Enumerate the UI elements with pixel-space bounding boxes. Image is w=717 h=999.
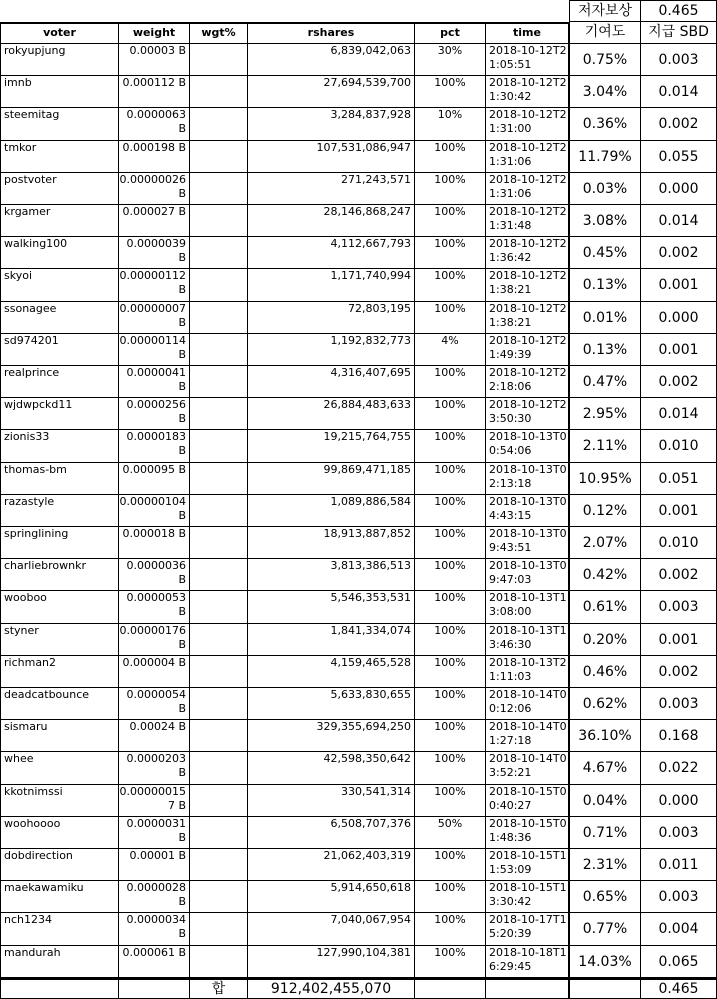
table-row-wgt-pct [190, 495, 248, 527]
table-row-sbd: 0.002 [641, 366, 717, 398]
table-row-time: 2018-10-15T00:40:27 [486, 785, 569, 817]
table-row-voter: charliebrownkr [0, 559, 119, 591]
table-row-weight: 0.0000183 B [119, 430, 190, 463]
table-row-sbd: 0.001 [641, 334, 717, 366]
table-row-voter: woohoooo [0, 817, 119, 849]
table-row-pct: 100% [415, 302, 486, 334]
table-row-voter: nch1234 [0, 913, 119, 946]
table-row-voter: ssonagee [0, 302, 119, 334]
table-row-rshares: 21,062,403,319 [248, 849, 415, 881]
header-voter: voter [0, 22, 119, 44]
table-row-wgt-pct [190, 44, 248, 76]
table-row-wgt-pct [190, 881, 248, 913]
table-row-voter: mandurah [0, 946, 119, 978]
table-row-sbd: 0.003 [641, 688, 717, 720]
table-row-pct: 50% [415, 817, 486, 849]
table-row-pct: 100% [415, 849, 486, 881]
table-row-rshares: 26,884,483,633 [248, 398, 415, 430]
header-time: time [486, 22, 569, 44]
table-row-wgt-pct [190, 108, 248, 141]
author-reward-label: 저자보상 [569, 0, 641, 22]
table-row-contribution: 10.95% [569, 463, 641, 495]
table-row-wgt-pct [190, 913, 248, 946]
table-row-weight: 0.00000104 B [119, 495, 190, 527]
table-row-contribution: 0.45% [569, 237, 641, 269]
table-row-voter: kkotnimssi [0, 785, 119, 817]
table-row-rshares: 27,694,539,700 [248, 76, 415, 108]
table-row-sbd: 0.004 [641, 913, 717, 946]
table-row-weight: 0.000198 B [119, 141, 190, 173]
table-row-wgt-pct [190, 269, 248, 302]
table-row-voter: postvoter [0, 173, 119, 205]
table-row-time: 2018-10-12T21:05:51 [486, 44, 569, 76]
table-row-wgt-pct [190, 463, 248, 495]
table-row-pct: 100% [415, 527, 486, 559]
table-row-weight: 0.00024 B [119, 720, 190, 752]
table-row-voter: imnb [0, 76, 119, 108]
table-row-pct: 10% [415, 108, 486, 141]
table-row-time: 2018-10-15T13:30:42 [486, 881, 569, 913]
table-row-contribution: 0.13% [569, 334, 641, 366]
table-row-weight: 0.000061 B [119, 946, 190, 978]
table-row-weight: 0.00000176 B [119, 624, 190, 656]
table-row-contribution: 0.46% [569, 656, 641, 688]
table-row-voter: dobdirection [0, 849, 119, 881]
table-row-rshares: 329,355,694,250 [248, 720, 415, 752]
table-row-time: 2018-10-13T02:13:18 [486, 463, 569, 495]
table-row-time: 2018-10-13T21:11:03 [486, 656, 569, 688]
footer-rshares-total: 912,402,455,070 [248, 978, 415, 999]
table-row-contribution: 2.07% [569, 527, 641, 559]
table-row-voter: realprince [0, 366, 119, 398]
table-row-sbd: 0.051 [641, 463, 717, 495]
table-row-contribution: 2.11% [569, 430, 641, 463]
table-row-contribution: 3.08% [569, 205, 641, 237]
table-row-sbd: 0.055 [641, 141, 717, 173]
table-row-wgt-pct [190, 141, 248, 173]
table-row-weight: 0.0000028 B [119, 881, 190, 913]
table-row-weight: 0.0000054 B [119, 688, 190, 720]
table-row-pct: 100% [415, 205, 486, 237]
table-row-time: 2018-10-12T23:50:30 [486, 398, 569, 430]
table-row-sbd: 0.000 [641, 785, 717, 817]
table-row-contribution: 4.67% [569, 752, 641, 785]
table-row-rshares: 7,040,067,954 [248, 913, 415, 946]
footer-weight [119, 978, 190, 999]
table-row-voter: steemitag [0, 108, 119, 141]
table-row-time: 2018-10-12T21:36:42 [486, 237, 569, 269]
table-row-voter: razastyle [0, 495, 119, 527]
table-row-contribution: 0.13% [569, 269, 641, 302]
table-row-contribution: 11.79% [569, 141, 641, 173]
table-row-weight: 0.00000007 B [119, 302, 190, 334]
table-row-wgt-pct [190, 624, 248, 656]
table-row-time: 2018-10-15T11:53:09 [486, 849, 569, 881]
table-row-pct: 100% [415, 173, 486, 205]
table-row-sbd: 0.002 [641, 559, 717, 591]
table-row-contribution: 0.47% [569, 366, 641, 398]
header-pay-sbd: 지급 SBD [641, 22, 717, 44]
table-row-pct: 100% [415, 656, 486, 688]
table-row-pct: 100% [415, 76, 486, 108]
table-row-weight: 0.000095 B [119, 463, 190, 495]
table-row-rshares: 5,914,650,618 [248, 881, 415, 913]
table-row-weight: 0.0000034 B [119, 913, 190, 946]
table-row-pct: 100% [415, 946, 486, 978]
table-row-weight: 0.0000256 B [119, 398, 190, 430]
table-row-time: 2018-10-12T21:31:06 [486, 141, 569, 173]
table-row-voter: walking100 [0, 237, 119, 269]
table-row-time: 2018-10-18T16:29:45 [486, 946, 569, 978]
footer-pct [415, 978, 486, 999]
table-row-wgt-pct [190, 688, 248, 720]
table-row-time: 2018-10-12T21:31:06 [486, 173, 569, 205]
table-row-sbd: 0.000 [641, 302, 717, 334]
table-row-time: 2018-10-12T21:38:21 [486, 302, 569, 334]
table-row-sbd: 0.001 [641, 269, 717, 302]
table-row-rshares: 1,171,740,994 [248, 269, 415, 302]
table-row-rshares: 72,803,195 [248, 302, 415, 334]
table-row-time: 2018-10-12T22:18:06 [486, 366, 569, 398]
header-contribution: 기여도 [569, 22, 641, 44]
table-row-wgt-pct [190, 173, 248, 205]
table-row-pct: 100% [415, 591, 486, 624]
table-row-contribution: 0.65% [569, 881, 641, 913]
table-row-wgt-pct [190, 205, 248, 237]
table-row-wgt-pct [190, 237, 248, 269]
table-row-pct: 100% [415, 398, 486, 430]
table-row-weight: 0.0000053 B [119, 591, 190, 624]
table-row-wgt-pct [190, 785, 248, 817]
table-row-rshares: 6,508,707,376 [248, 817, 415, 849]
table-row-sbd: 0.001 [641, 624, 717, 656]
table-row-pct: 100% [415, 624, 486, 656]
table-row-weight: 0.00000026 B [119, 173, 190, 205]
table-row-sbd: 0.014 [641, 76, 717, 108]
table-row-pct: 100% [415, 913, 486, 946]
table-row-sbd: 0.002 [641, 237, 717, 269]
table-row-time: 2018-10-14T00:12:06 [486, 688, 569, 720]
table-row-time: 2018-10-12T21:31:00 [486, 108, 569, 141]
table-row-sbd: 0.003 [641, 881, 717, 913]
table-row-pct: 100% [415, 141, 486, 173]
table-row-contribution: 14.03% [569, 946, 641, 978]
table-row-rshares: 330,541,314 [248, 785, 415, 817]
table-row-contribution: 0.77% [569, 913, 641, 946]
table-row-rshares: 127,990,104,381 [248, 946, 415, 978]
table-row-sbd: 0.014 [641, 398, 717, 430]
table-row-pct: 100% [415, 559, 486, 591]
table-row-sbd: 0.065 [641, 946, 717, 978]
table-row-voter: richman2 [0, 656, 119, 688]
table-row-wgt-pct [190, 849, 248, 881]
table-row-time: 2018-10-13T09:43:51 [486, 527, 569, 559]
table-row-voter: whee [0, 752, 119, 785]
header-rshares: rshares [248, 22, 415, 44]
table-row-rshares: 18,913,887,852 [248, 527, 415, 559]
table-row-wgt-pct [190, 817, 248, 849]
table-row-wgt-pct [190, 946, 248, 978]
table-row-weight: 0.0000036 B [119, 559, 190, 591]
table-row-weight: 0.00000112 B [119, 269, 190, 302]
table-row-wgt-pct [190, 527, 248, 559]
table-row-voter: tmkor [0, 141, 119, 173]
table-row-contribution: 0.62% [569, 688, 641, 720]
table-row-wgt-pct [190, 302, 248, 334]
table-row-voter: krgamer [0, 205, 119, 237]
table-row-weight: 0.000000157 B [119, 785, 190, 817]
table-row-time: 2018-10-13T13:08:00 [486, 591, 569, 624]
table-row-voter: rokyupjung [0, 44, 119, 76]
table-row-voter: zionis33 [0, 430, 119, 463]
table-row-pct: 100% [415, 366, 486, 398]
table-row-wgt-pct [190, 398, 248, 430]
table-row-sbd: 0.011 [641, 849, 717, 881]
table-row-sbd: 0.010 [641, 527, 717, 559]
table-row-time: 2018-10-13T13:46:30 [486, 624, 569, 656]
table-row-weight: 0.0000041 B [119, 366, 190, 398]
table-row-rshares: 5,633,830,655 [248, 688, 415, 720]
table-row-rshares: 42,598,350,642 [248, 752, 415, 785]
table-row-voter: sismaru [0, 720, 119, 752]
table-row-contribution: 0.20% [569, 624, 641, 656]
table-row-contribution: 0.36% [569, 108, 641, 141]
table-row-weight: 0.000018 B [119, 527, 190, 559]
table-row-weight: 0.0000063 B [119, 108, 190, 141]
table-row-weight: 0.0000031 B [119, 817, 190, 849]
table-row-voter: springlining [0, 527, 119, 559]
table-row-sbd: 0.168 [641, 720, 717, 752]
table-row-rshares: 19,215,764,755 [248, 430, 415, 463]
table-row-contribution: 0.01% [569, 302, 641, 334]
table-row-contribution: 2.31% [569, 849, 641, 881]
table-row-time: 2018-10-13T00:54:06 [486, 430, 569, 463]
table-row-contribution: 0.75% [569, 44, 641, 76]
table-row-rshares: 3,284,837,928 [248, 108, 415, 141]
table-row-weight: 0.000027 B [119, 205, 190, 237]
table-row-rshares: 107,531,086,947 [248, 141, 415, 173]
header-weight: weight [119, 22, 190, 44]
table-row-time: 2018-10-13T09:47:03 [486, 559, 569, 591]
author-reward-value: 0.465 [641, 0, 717, 22]
table-row-wgt-pct [190, 76, 248, 108]
table-row-rshares: 4,112,667,793 [248, 237, 415, 269]
table-row-voter: skyoi [0, 269, 119, 302]
table-row-time: 2018-10-17T15:20:39 [486, 913, 569, 946]
table-row-weight: 0.000004 B [119, 656, 190, 688]
table-row-weight: 0.00000114 B [119, 334, 190, 366]
table-row-sbd: 0.000 [641, 173, 717, 205]
table-row-voter: sd974201 [0, 334, 119, 366]
table-row-weight: 0.00001 B [119, 849, 190, 881]
table-row-pct: 4% [415, 334, 486, 366]
table-row-time: 2018-10-14T03:52:21 [486, 752, 569, 785]
table-row-contribution: 36.10% [569, 720, 641, 752]
table-row-voter: maekawamiku [0, 881, 119, 913]
table-row-contribution: 3.04% [569, 76, 641, 108]
table-row-time: 2018-10-12T21:31:48 [486, 205, 569, 237]
footer-voter [0, 978, 119, 999]
table-row-rshares: 6,839,042,063 [248, 44, 415, 76]
footer-sbd-total: 0.465 [641, 978, 717, 999]
table-row-contribution: 0.12% [569, 495, 641, 527]
table-row-voter: deadcatbounce [0, 688, 119, 720]
table-row-contribution: 0.03% [569, 173, 641, 205]
table-row-rshares: 1,089,886,584 [248, 495, 415, 527]
table-row-voter: styner [0, 624, 119, 656]
table-row-wgt-pct [190, 366, 248, 398]
table-row-pct: 100% [415, 463, 486, 495]
table-row-pct: 100% [415, 752, 486, 785]
table-row-sbd: 0.002 [641, 108, 717, 141]
table-row-wgt-pct [190, 720, 248, 752]
table-row-pct: 100% [415, 237, 486, 269]
table-row-sbd: 0.022 [641, 752, 717, 785]
footer-sum-label: 합 [190, 978, 248, 999]
table-row-pct: 100% [415, 430, 486, 463]
footer-contribution [569, 978, 641, 999]
table-row-wgt-pct [190, 334, 248, 366]
footer-time [486, 978, 569, 999]
table-row-contribution: 0.42% [569, 559, 641, 591]
table-row-rshares: 1,192,832,773 [248, 334, 415, 366]
header-wgt-pct: wgt% [190, 22, 248, 44]
table-row-time: 2018-10-15T01:48:36 [486, 817, 569, 849]
table-row-pct: 100% [415, 720, 486, 752]
table-row-contribution: 0.61% [569, 591, 641, 624]
table-row-pct: 100% [415, 269, 486, 302]
table-row-contribution: 2.95% [569, 398, 641, 430]
table-row-sbd: 0.014 [641, 205, 717, 237]
table-row-sbd: 0.003 [641, 591, 717, 624]
table-row-wgt-pct [190, 591, 248, 624]
table-row-sbd: 0.002 [641, 656, 717, 688]
table-row-rshares: 1,841,334,074 [248, 624, 415, 656]
table-row-rshares: 4,159,465,528 [248, 656, 415, 688]
table-row-wgt-pct [190, 752, 248, 785]
table-row-time: 2018-10-13T04:43:15 [486, 495, 569, 527]
table-row-time: 2018-10-14T01:27:18 [486, 720, 569, 752]
table-row-rshares: 3,813,386,513 [248, 559, 415, 591]
table-row-weight: 0.0000203 B [119, 752, 190, 785]
table-row-sbd: 0.010 [641, 430, 717, 463]
table-row-time: 2018-10-12T21:30:42 [486, 76, 569, 108]
table-row-sbd: 0.001 [641, 495, 717, 527]
table-row-rshares: 28,146,868,247 [248, 205, 415, 237]
table-row-pct: 100% [415, 495, 486, 527]
table-row-weight: 0.00003 B [119, 44, 190, 76]
table-row-wgt-pct [190, 559, 248, 591]
table-row-sbd: 0.003 [641, 44, 717, 76]
table-row-voter: wjdwpckd11 [0, 398, 119, 430]
table-row-pct: 30% [415, 44, 486, 76]
table-row-voter: wooboo [0, 591, 119, 624]
table-row-wgt-pct [190, 656, 248, 688]
table-row-rshares: 4,316,407,695 [248, 366, 415, 398]
table-row-time: 2018-10-12T21:38:21 [486, 269, 569, 302]
table-row-weight: 0.000112 B [119, 76, 190, 108]
table-row-sbd: 0.003 [641, 817, 717, 849]
table-row-voter: thomas-bm [0, 463, 119, 495]
header-pct: pct [415, 22, 486, 44]
table-row-contribution: 0.71% [569, 817, 641, 849]
table-row-rshares: 5,546,353,531 [248, 591, 415, 624]
table-row-pct: 100% [415, 785, 486, 817]
table-row-wgt-pct [190, 430, 248, 463]
table-row-contribution: 0.04% [569, 785, 641, 817]
table-row-weight: 0.0000039 B [119, 237, 190, 269]
table-row-rshares: 271,243,571 [248, 173, 415, 205]
table-row-time: 2018-10-12T21:49:39 [486, 334, 569, 366]
table-row-pct: 100% [415, 881, 486, 913]
table-row-pct: 100% [415, 688, 486, 720]
table-row-rshares: 99,869,471,185 [248, 463, 415, 495]
